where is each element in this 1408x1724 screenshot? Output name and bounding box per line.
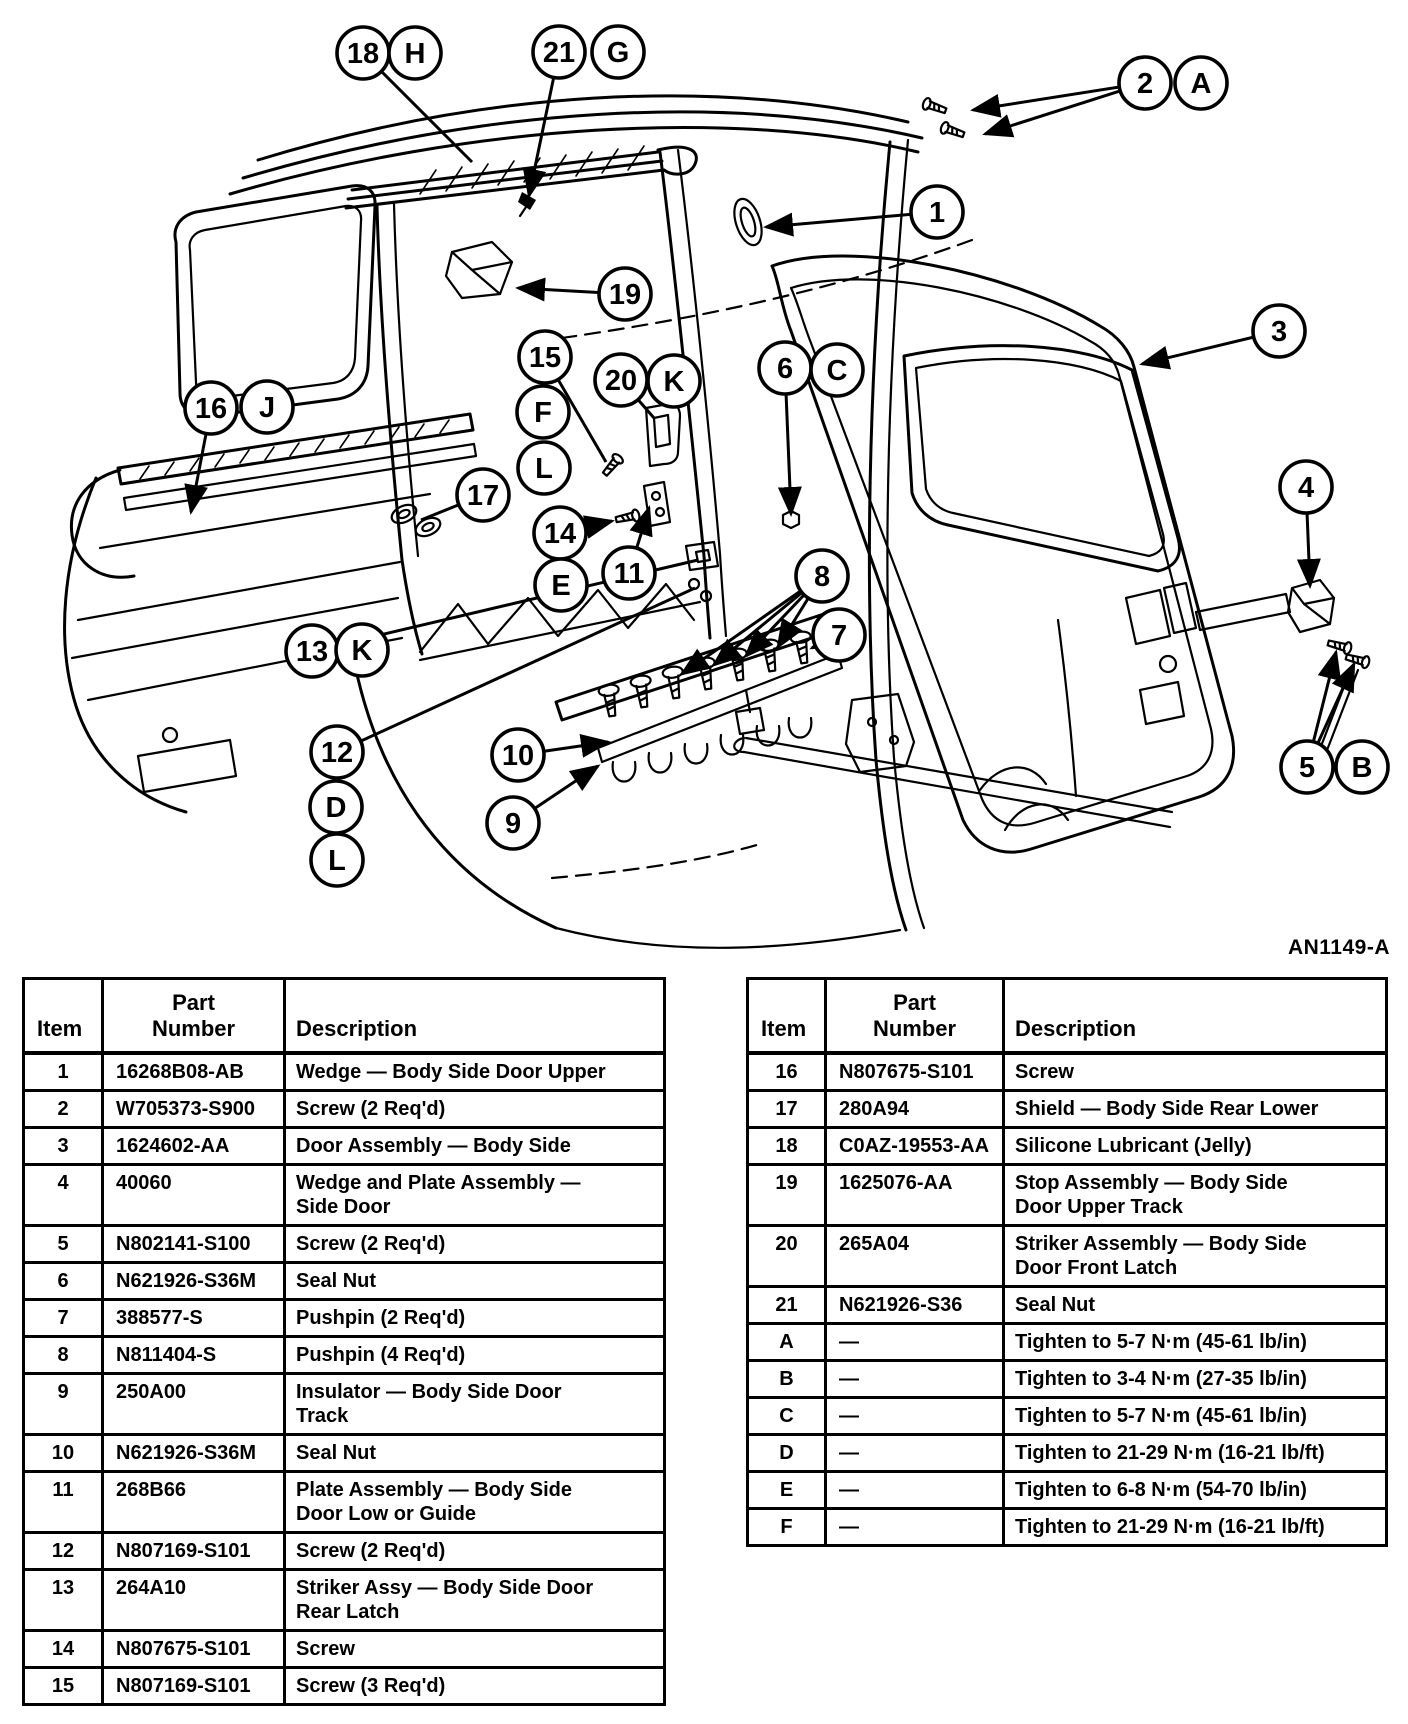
description-cell: Pushpin (4 Req'd) <box>285 1336 665 1373</box>
screw-part <box>921 97 947 116</box>
screw-part <box>1345 651 1371 669</box>
item-cell: 11 <box>24 1471 103 1532</box>
part-number-cell: N802141-S100 <box>103 1225 285 1262</box>
description-cell: Screw (2 Req'd) <box>285 1225 665 1262</box>
table-row <box>748 1508 1387 1545</box>
part-number-cell: C0AZ-19553-AA <box>826 1127 1004 1164</box>
table-row <box>748 1053 1387 1091</box>
parts-table-right <box>746 977 1388 1547</box>
table-row <box>24 1053 665 1091</box>
part-number-cell: — <box>826 1360 1004 1397</box>
svg-text:L: L <box>328 845 346 877</box>
callout-6 <box>759 342 811 394</box>
svg-text:8: 8 <box>813 561 831 593</box>
item-cell: B <box>748 1360 826 1397</box>
svg-text:15: 15 <box>528 342 562 374</box>
callout-11 <box>603 547 655 599</box>
wedge-upper-part <box>729 195 767 248</box>
table-row <box>24 1532 665 1569</box>
table-row <box>748 1225 1387 1286</box>
svg-text:19: 19 <box>608 279 642 311</box>
table-row <box>748 1164 1387 1225</box>
table-row <box>24 1373 665 1434</box>
description-header: Description <box>285 979 665 1053</box>
callout-F <box>517 386 569 438</box>
svg-text:20: 20 <box>604 365 638 397</box>
callout-4 <box>1280 461 1332 513</box>
item-cell: 12 <box>24 1532 103 1569</box>
part-number-cell: W705373-S900 <box>103 1090 285 1127</box>
table-row <box>748 1286 1387 1323</box>
svg-text:2: 2 <box>1136 68 1154 100</box>
description-cell: Stop Assembly — Body Side Door Upper Track <box>1004 1164 1387 1225</box>
svg-text:H: H <box>404 38 426 70</box>
table-row <box>24 1569 665 1630</box>
description-cell: Silicone Lubricant (Jelly) <box>1004 1127 1387 1164</box>
callout-20 <box>595 354 647 406</box>
part-number-cell: — <box>826 1508 1004 1545</box>
callout-18 <box>337 27 389 79</box>
item-cell: 18 <box>748 1127 826 1164</box>
table-row <box>24 1630 665 1667</box>
svg-text:14: 14 <box>543 518 577 550</box>
parts-table-left <box>22 977 666 1706</box>
callout-K <box>336 624 388 676</box>
svg-text:9: 9 <box>504 808 522 840</box>
svg-text:L: L <box>535 453 553 485</box>
description-cell: Pushpin (2 Req'd) <box>285 1299 665 1336</box>
description-cell: Plate Assembly — Body Side Door Low or Guide <box>285 1471 665 1532</box>
table-header-row <box>24 979 665 1053</box>
figure-code: AN1149-A <box>1287 936 1390 959</box>
svg-text:K: K <box>663 366 685 398</box>
callout-J <box>241 381 293 433</box>
part-number-cell: 265A04 <box>826 1225 1004 1286</box>
item-cell: D <box>748 1434 826 1471</box>
table-row <box>748 1397 1387 1434</box>
part-number-cell: N807675-S101 <box>826 1053 1004 1091</box>
callout-bubbles <box>185 26 1388 886</box>
description-cell: Screw <box>1004 1053 1387 1091</box>
svg-text:1: 1 <box>928 197 946 229</box>
callout-L <box>311 834 363 886</box>
description-cell: Tighten to 5-7 N·m (45-61 lb/in) <box>1004 1323 1387 1360</box>
item-cell: 4 <box>24 1164 103 1225</box>
item-cell: E <box>748 1471 826 1508</box>
item-cell: 5 <box>24 1225 103 1262</box>
svg-text:17: 17 <box>466 480 500 512</box>
svg-text:18: 18 <box>346 38 380 70</box>
description-cell: Screw <box>285 1630 665 1667</box>
description-cell: Tighten to 3-4 N·m (27-35 lb/in) <box>1004 1360 1387 1397</box>
callout-E <box>535 559 587 611</box>
description-cell: Seal Nut <box>285 1262 665 1299</box>
svg-text:12: 12 <box>320 737 354 769</box>
description-cell: Tighten to 5-7 N·m (45-61 lb/in) <box>1004 1397 1387 1434</box>
part-number-cell: 40060 <box>103 1164 285 1225</box>
svg-text:A: A <box>1190 68 1212 100</box>
callout-19 <box>599 268 651 320</box>
svg-text:G: G <box>606 37 630 69</box>
callout-9 <box>487 797 539 849</box>
svg-text:10: 10 <box>501 740 535 772</box>
item-cell: 7 <box>24 1299 103 1336</box>
part-number-cell: N621926-S36M <box>103 1262 285 1299</box>
description-cell: Tighten to 21-29 N·m (16-21 lb/ft) <box>1004 1508 1387 1545</box>
description-cell: Seal Nut <box>285 1434 665 1471</box>
screw-part <box>1327 637 1353 655</box>
svg-text:5: 5 <box>1298 752 1316 784</box>
description-cell: Screw (2 Req'd) <box>285 1090 665 1127</box>
svg-text:E: E <box>551 570 571 602</box>
table-row <box>24 1434 665 1471</box>
stop-assembly-part <box>446 242 512 298</box>
callout-15 <box>519 331 571 383</box>
description-cell: Tighten to 21-29 N·m (16-21 lb/ft) <box>1004 1434 1387 1471</box>
callout-C <box>811 344 863 396</box>
part-number-cell: 1624602-AA <box>103 1127 285 1164</box>
callout-13 <box>286 625 338 677</box>
table-row <box>24 1299 665 1336</box>
table-row <box>24 1127 665 1164</box>
callout-2 <box>1119 57 1171 109</box>
callout-17 <box>457 469 509 521</box>
item-cell: 14 <box>24 1630 103 1667</box>
item-cell: 8 <box>24 1336 103 1373</box>
part-number-cell: N811404-S <box>103 1336 285 1373</box>
part-number-cell: 268B66 <box>103 1471 285 1532</box>
description-cell: Shield — Body Side Rear Lower <box>1004 1090 1387 1127</box>
item-header: Item <box>24 979 103 1053</box>
svg-text:16: 16 <box>194 393 228 425</box>
table-row <box>24 1090 665 1127</box>
svg-text:3: 3 <box>1270 316 1288 348</box>
svg-text:J: J <box>258 392 276 424</box>
item-cell: 1 <box>24 1053 103 1091</box>
item-cell: 13 <box>24 1569 103 1630</box>
part-number-cell: N621926-S36 <box>826 1286 1004 1323</box>
item-cell: 19 <box>748 1164 826 1225</box>
svg-text:7: 7 <box>830 620 848 652</box>
description-cell: Door Assembly — Body Side <box>285 1127 665 1164</box>
callout-H <box>389 27 441 79</box>
item-cell: 9 <box>24 1373 103 1434</box>
callout-D <box>310 781 362 833</box>
part-number-cell: 16268B08-AB <box>103 1053 285 1091</box>
table-row <box>24 1667 665 1704</box>
description-cell: Screw (2 Req'd) <box>285 1532 665 1569</box>
wedge-plate-part <box>1288 580 1334 632</box>
callout-G <box>592 26 644 78</box>
item-cell: 16 <box>748 1053 826 1091</box>
part-number-cell: — <box>826 1434 1004 1471</box>
item-cell: A <box>748 1323 826 1360</box>
lower-track-art <box>734 690 1172 827</box>
parts-table-left-body <box>24 1053 665 1705</box>
part-number-cell: — <box>826 1397 1004 1434</box>
parts-table-right-body <box>748 1053 1387 1546</box>
table-row <box>748 1471 1387 1508</box>
description-cell: Striker Assembly — Body Side Door Front Latch <box>1004 1225 1387 1286</box>
callout-K <box>648 355 700 407</box>
svg-text:B: B <box>1351 752 1373 784</box>
callout-1 <box>911 186 963 238</box>
item-cell: 3 <box>24 1127 103 1164</box>
callout-7 <box>813 609 865 661</box>
callout-A <box>1175 57 1227 109</box>
item-header: Item <box>748 979 826 1053</box>
screw-part <box>615 509 640 526</box>
description-cell: Striker Assy — Body Side Door Rear Latch <box>285 1569 665 1630</box>
description-cell: Tighten to 6-8 N·m (54-70 lb/in) <box>1004 1471 1387 1508</box>
description-cell: Wedge — Body Side Door Upper <box>285 1053 665 1091</box>
part-number-cell: — <box>826 1323 1004 1360</box>
item-cell: 10 <box>24 1434 103 1471</box>
item-cell: C <box>748 1397 826 1434</box>
callout-B <box>1336 741 1388 793</box>
callout-10 <box>492 729 544 781</box>
callout-L <box>518 442 570 494</box>
description-cell: Insulator — Body Side Door Track <box>285 1373 665 1434</box>
callout-5 <box>1281 741 1333 793</box>
svg-text:11: 11 <box>613 558 645 590</box>
table-row <box>24 1262 665 1299</box>
item-cell: 17 <box>748 1090 826 1127</box>
part-number-cell: N807169-S101 <box>103 1667 285 1704</box>
table-row <box>24 1225 665 1262</box>
svg-text:C: C <box>826 355 848 387</box>
callout-14 <box>534 507 586 559</box>
description-cell: Wedge and Plate Assembly — Side Door <box>285 1164 665 1225</box>
part-number-cell: 264A10 <box>103 1569 285 1630</box>
table-header-row <box>748 979 1387 1053</box>
part-number-cell: N807675-S101 <box>103 1630 285 1667</box>
table-row <box>24 1336 665 1373</box>
table-row <box>748 1127 1387 1164</box>
screw-part <box>939 121 965 140</box>
table-row <box>24 1164 665 1225</box>
table-row <box>748 1323 1387 1360</box>
item-cell: 21 <box>748 1286 826 1323</box>
item-cell: 15 <box>24 1667 103 1704</box>
svg-text:D: D <box>325 792 347 824</box>
table-row <box>748 1360 1387 1397</box>
description-cell: Screw (3 Req'd) <box>285 1667 665 1704</box>
callout-3 <box>1253 305 1305 357</box>
part-number-header: Part Number <box>103 979 285 1053</box>
table-row <box>748 1434 1387 1471</box>
part-number-cell: 388577-S <box>103 1299 285 1336</box>
description-header: Description <box>1004 979 1387 1053</box>
callout-21 <box>533 26 585 78</box>
description-cell: Seal Nut <box>1004 1286 1387 1323</box>
part-number-cell: N621926-S36M <box>103 1434 285 1471</box>
svg-text:4: 4 <box>1297 472 1315 504</box>
part-number-cell: — <box>826 1471 1004 1508</box>
callout-16 <box>185 382 237 434</box>
part-number-header: Part Number <box>826 979 1004 1053</box>
part-number-cell: 280A94 <box>826 1090 1004 1127</box>
callout-8 <box>796 550 848 602</box>
item-cell: F <box>748 1508 826 1545</box>
guide-plate-part <box>644 482 670 526</box>
svg-text:6: 6 <box>776 353 794 385</box>
svg-text:F: F <box>534 397 552 429</box>
svg-text:13: 13 <box>295 636 329 668</box>
item-cell: 2 <box>24 1090 103 1127</box>
striker-rear-part <box>686 542 718 601</box>
svg-text:21: 21 <box>542 37 576 69</box>
seal-nut-part <box>518 192 536 216</box>
svg-text:K: K <box>351 635 373 667</box>
table-row <box>24 1471 665 1532</box>
part-number-cell: 250A00 <box>103 1373 285 1434</box>
item-cell: 20 <box>748 1225 826 1286</box>
item-cell: 6 <box>24 1262 103 1299</box>
part-number-cell: 1625076-AA <box>826 1164 1004 1225</box>
part-number-cell: N807169-S101 <box>103 1532 285 1569</box>
callout-12 <box>311 726 363 778</box>
table-row <box>748 1090 1387 1127</box>
